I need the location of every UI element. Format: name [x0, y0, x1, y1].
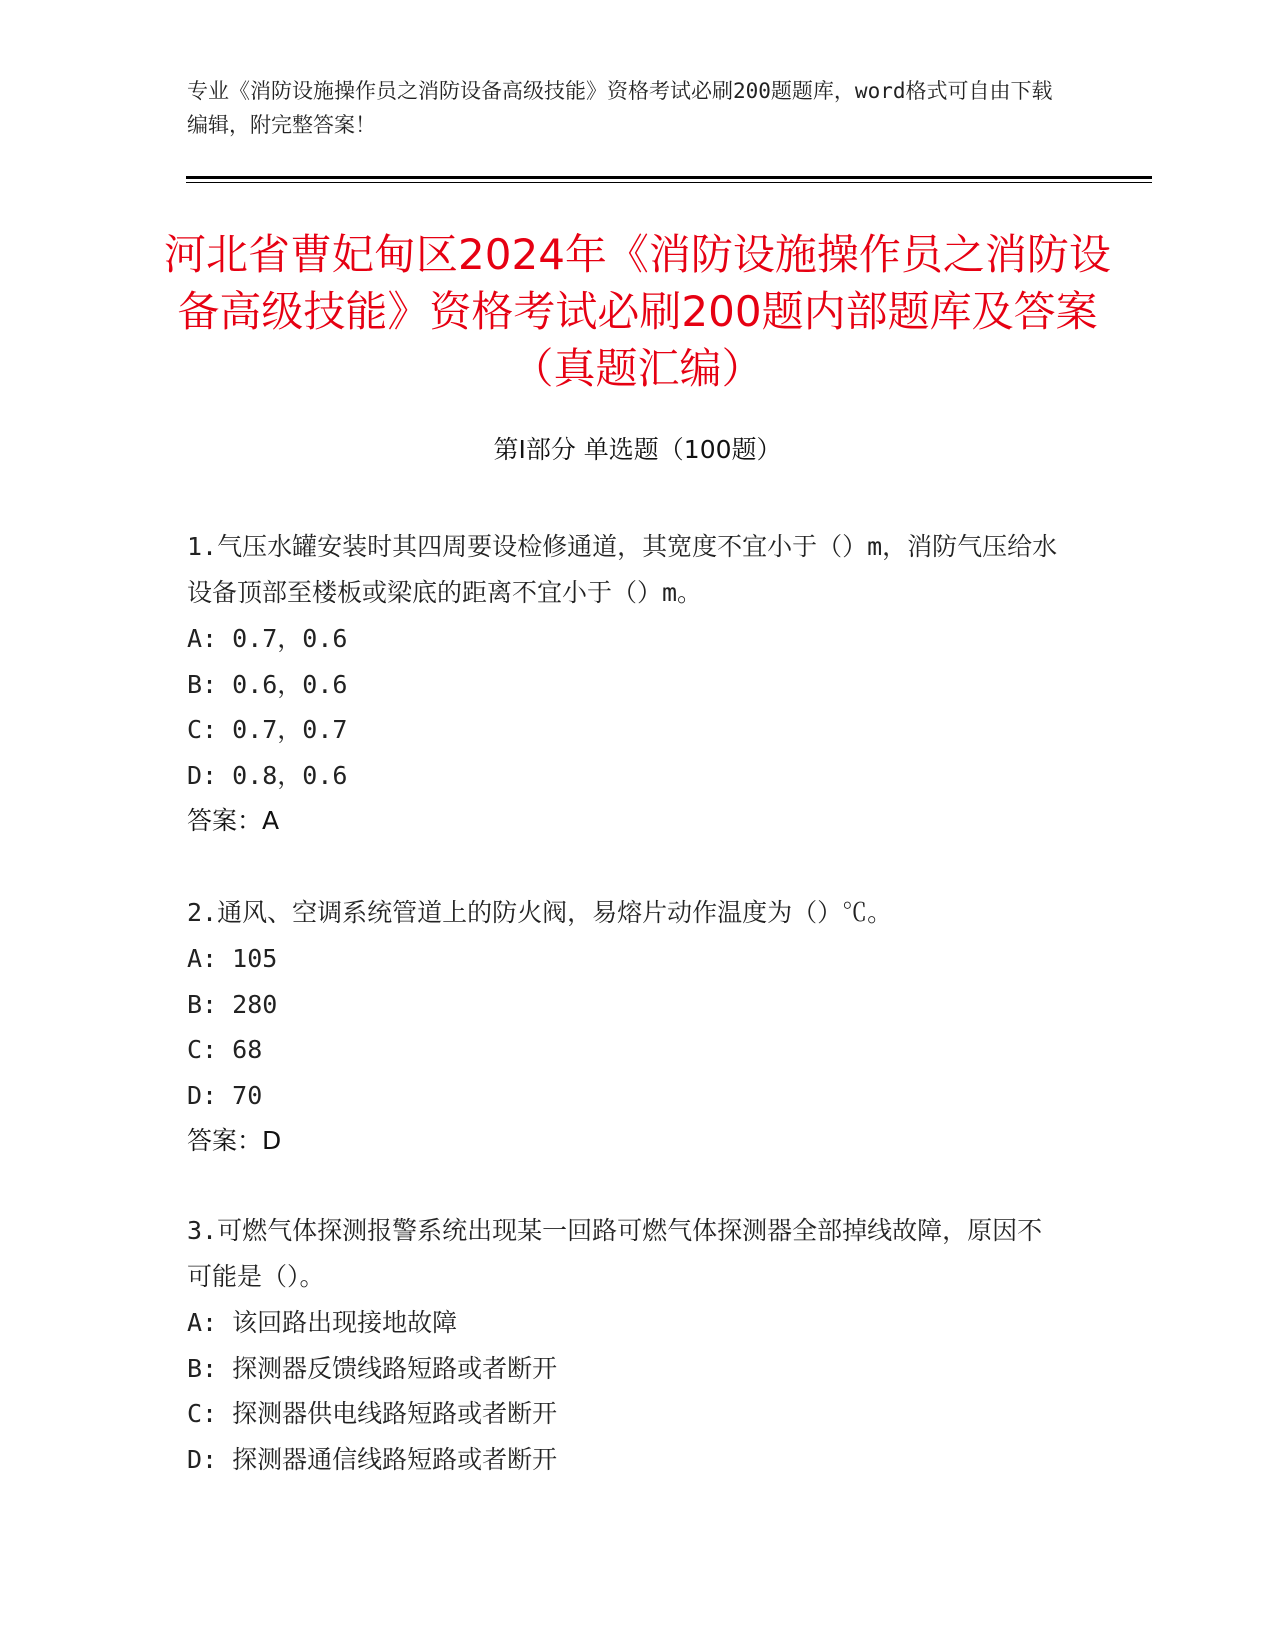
option-b: B: 280 [187, 989, 278, 1019]
question-2 [187, 890, 1067, 1164]
option-c: C: 探测器供电线路短路或者断开 [187, 1399, 558, 1428]
section-title: 第Ⅰ部分 单选题（100题） [493, 435, 782, 464]
header-divider [186, 176, 1152, 179]
option-a: A: 105 [187, 944, 278, 973]
question-1 [187, 524, 1067, 844]
answer-label: 答案：D [187, 1126, 282, 1155]
question-stem: 3.可燃气体探测报警系统出现某一回路可燃气体探测器全部掉线故障，原因不可能是（）。 [187, 1216, 1043, 1291]
option-c: C: 68 [187, 1035, 263, 1064]
header-divider-thin [186, 182, 1152, 183]
option-c: C: 0.7，0.7 [187, 715, 348, 744]
option-b: B: 探测器反馈线路短路或者断开 [187, 1353, 558, 1383]
question-3 [187, 1208, 1067, 1482]
option-a: A: 0.7，0.6 [187, 624, 348, 653]
option-d: D: 0.8，0.6 [187, 760, 348, 790]
option-d: D: 70 [187, 1080, 263, 1110]
question-stem: 1.气压水罐安装时其四周要设检修通道，其宽度不宜小于（）m，消防气压给水设备顶部至楼板或梁底的距离不宜小于（）m。 [187, 532, 1058, 607]
option-d: D: 探测器通信线路短路或者断开 [187, 1444, 558, 1474]
header-note: 专业《消防设施操作员之消防设备高级技能》资格考试必刷200题题库，word格式可自由下载编辑，附完整答案！ [187, 79, 1053, 137]
document-title: 河北省曹妃甸区2024年《消防设施操作员之消防设备高级技能》资格考试必刷200题内部题库及答案（真题汇编） [164, 230, 1111, 393]
option-b: B: 0.6，0.6 [187, 669, 348, 699]
option-a: A: 该回路出现接地故障 [187, 1308, 458, 1337]
question-stem: 2.通风、空调系统管道上的防火阀，易熔片动作温度为（）℃。 [187, 898, 893, 927]
answer-label: 答案：A [187, 806, 280, 835]
